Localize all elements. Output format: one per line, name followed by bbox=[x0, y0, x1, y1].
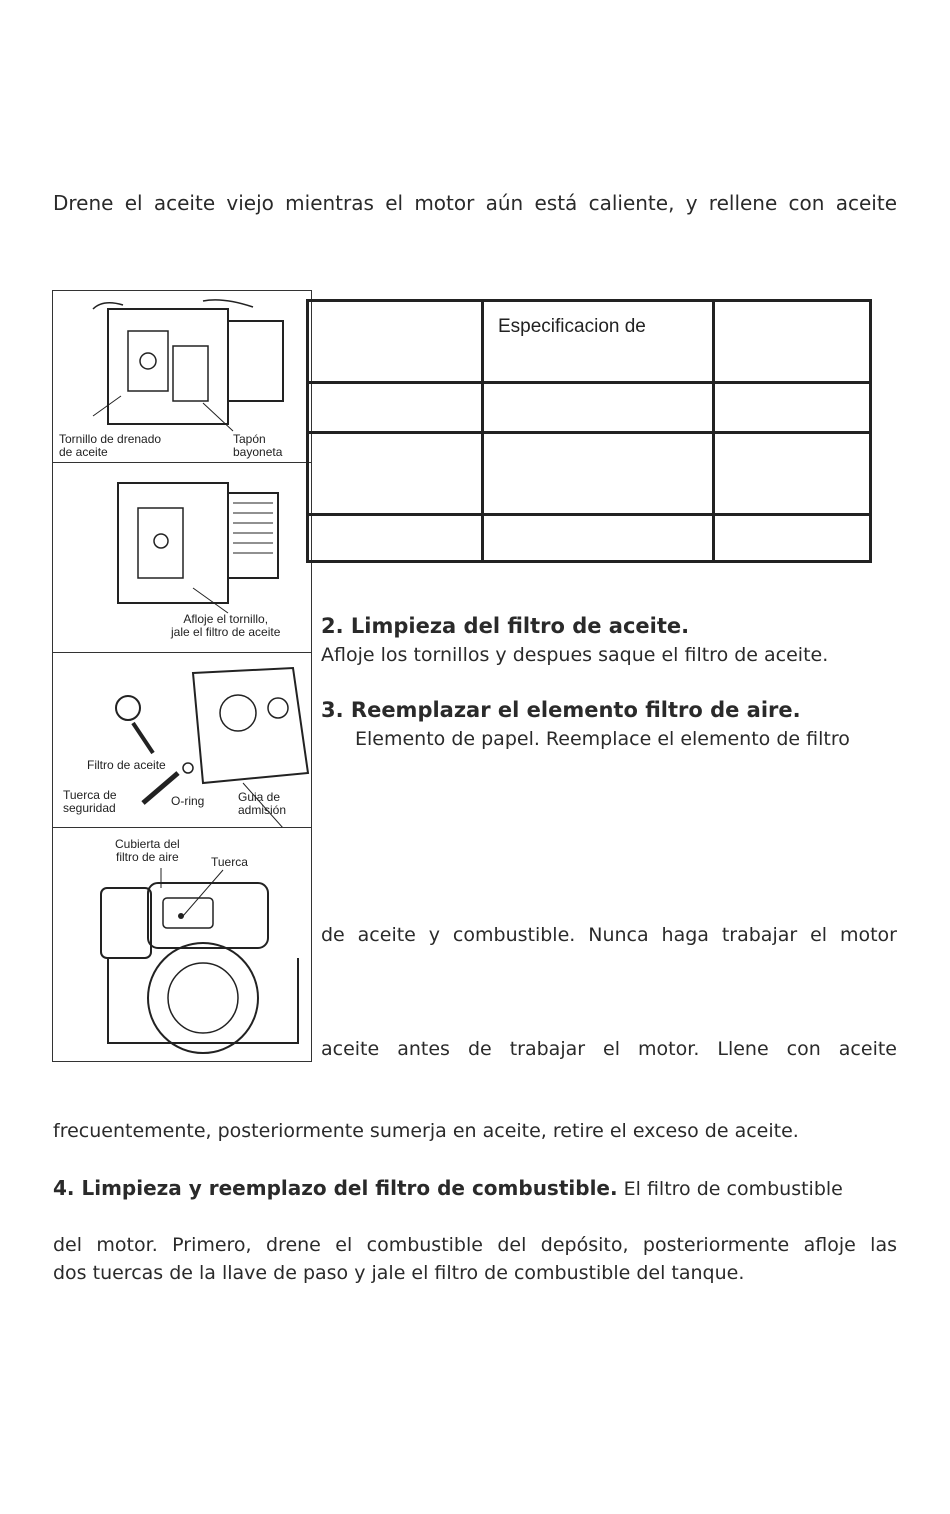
table-row bbox=[308, 515, 871, 562]
section-2-text: Afloje los tornillos y despues saque el filtro de aceite. bbox=[321, 644, 829, 666]
frequently-line: frecuentemente, posteriormente sumerja en aceite, retire el exceso de aceite. bbox=[53, 1120, 799, 1142]
table-row bbox=[308, 433, 871, 515]
section-3-title: 3. Reemplazar el elemento filtro de aire. bbox=[321, 698, 801, 722]
figure-panel-filter-parts bbox=[52, 652, 312, 829]
oil-before-line: aceite antes de trabajar el motor. Llene con aceite bbox=[321, 1038, 897, 1060]
section-4-text: El filtro de combustible bbox=[623, 1178, 843, 1200]
table-cell bbox=[483, 433, 714, 515]
drain-screw-label: Tornillo de drenado de aceite bbox=[59, 432, 162, 459]
bayonet-cap-label: Tapón bayoneta bbox=[233, 432, 283, 459]
table-cell bbox=[714, 383, 871, 433]
air-filter-cover-label: Cubierta del filtro de aire bbox=[115, 837, 180, 864]
oil-fuel-line: de aceite y combustible. Nunca haga trabajar el motor bbox=[321, 924, 897, 946]
table-cell: Especificacion de bbox=[483, 301, 714, 383]
section-3-text: Elemento de papel. Reemplace el elemento de filtro bbox=[355, 728, 850, 750]
table-cell bbox=[308, 433, 483, 515]
loosen-screw-label: Afloje el tornillo, jale el filtro de aceite bbox=[171, 612, 281, 639]
o-ring-label: O-ring bbox=[171, 794, 205, 808]
figure-panel-oil-filter bbox=[52, 462, 312, 654]
motor-line: del motor. Primero, drene el combustible del depósito, posteriormente afloje las bbox=[53, 1234, 897, 1256]
intro-text: Drene el aceite viejo mientras el motor aún está caliente, y rellene con aceite bbox=[53, 191, 897, 215]
table-cell bbox=[714, 515, 871, 562]
table-row bbox=[308, 301, 871, 383]
table-cell bbox=[308, 515, 483, 562]
spec-table bbox=[306, 299, 872, 563]
section-4-title: 4. Limpieza y reemplazo del filtro de combustible. bbox=[53, 1176, 618, 1200]
figure-panel-air-filter bbox=[52, 827, 312, 1062]
table-cell bbox=[308, 301, 483, 383]
nut-label: Tuerca bbox=[211, 855, 248, 869]
nuts-line: dos tuercas de la llave de paso y jale el filtro de combustible del tanque. bbox=[53, 1262, 745, 1284]
table-cell bbox=[483, 515, 714, 562]
figure-panel-drain bbox=[52, 290, 312, 464]
table-cell bbox=[714, 433, 871, 515]
section-4-line bbox=[53, 1175, 843, 1202]
section-2-title: 2. Limpieza del filtro de aceite. bbox=[321, 614, 690, 638]
table-row bbox=[308, 383, 871, 433]
air-filter-illustration bbox=[53, 828, 311, 1061]
lock-nut-label: Tuerca de seguridad bbox=[63, 788, 117, 815]
oil-filter-label: Filtro de aceite bbox=[87, 758, 166, 772]
table-cell bbox=[483, 383, 714, 433]
intake-guide-label: Guia de admisión bbox=[238, 790, 287, 817]
table-cell bbox=[308, 383, 483, 433]
table-cell bbox=[714, 301, 871, 383]
